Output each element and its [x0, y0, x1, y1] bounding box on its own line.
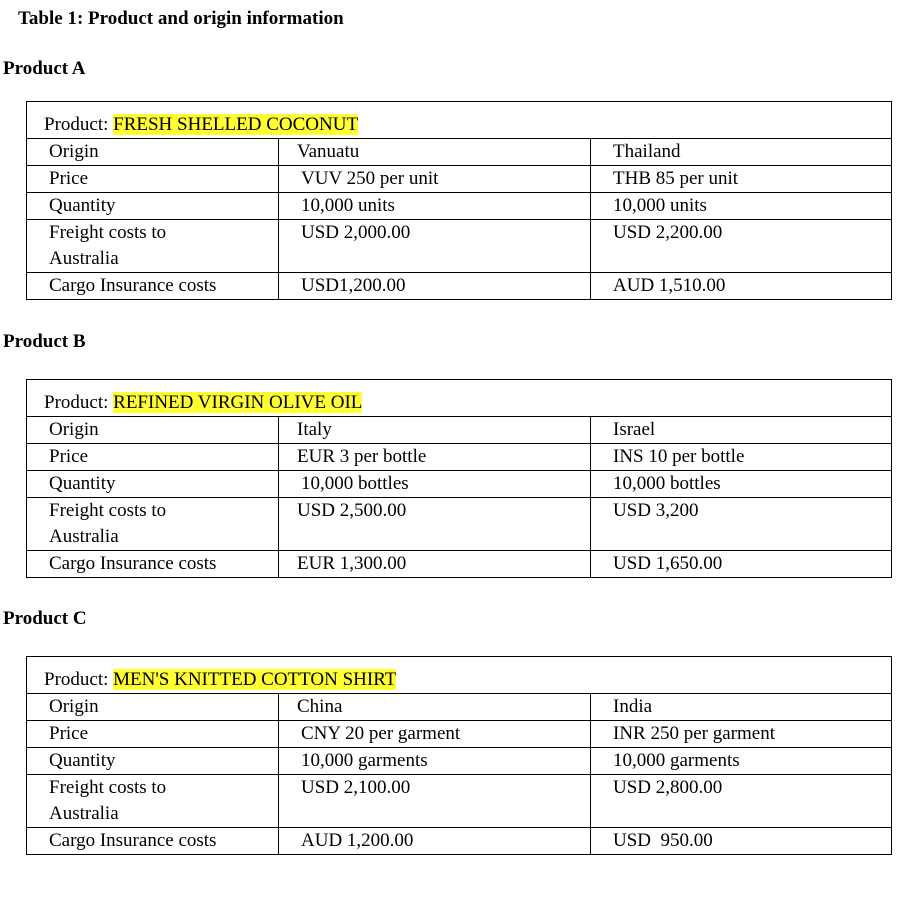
row-label: Quantity [27, 748, 279, 775]
row-label: Price [27, 444, 279, 471]
origin1-value: VUV 250 per unit [279, 166, 591, 193]
origin1-value: USD 2,000.00 [279, 220, 591, 273]
product-b-name: REFINED VIRGIN OLIVE OIL [113, 392, 363, 413]
origin2-value: USD 2,800.00 [591, 775, 892, 828]
row-label: Cargo Insurance costs [27, 273, 279, 300]
product-c-table [26, 656, 892, 855]
origin2-value: USD 2,200.00 [591, 220, 892, 273]
origin1-value: AUD 1,200.00 [279, 828, 591, 855]
section-heading-product-c: Product C [3, 608, 87, 629]
origin1-value: Italy [279, 417, 591, 444]
table-row-freight [27, 220, 892, 273]
origin1-value: 10,000 garments [279, 748, 591, 775]
table-row-insurance [27, 551, 892, 578]
row-label: Freight costs to Australia [27, 220, 279, 273]
origin1-value: USD1,200.00 [279, 273, 591, 300]
row-label: Quantity [27, 193, 279, 220]
origin2-value: Thailand [591, 139, 892, 166]
product-label: Product: [44, 392, 109, 413]
table-row-quantity [27, 471, 892, 498]
product-a-title-row [27, 102, 892, 139]
product-b-table [26, 379, 892, 578]
product-c-name: MEN'S KNITTED COTTON SHIRT [113, 669, 397, 690]
table-row-insurance [27, 273, 892, 300]
table-row-price [27, 721, 892, 748]
origin1-value: EUR 3 per bottle [279, 444, 591, 471]
product-label: Product: [44, 669, 109, 690]
document-title: Table 1: Product and origin information [18, 8, 344, 29]
table-row-origin [27, 417, 892, 444]
product-a-title-cell [27, 102, 892, 139]
row-label: Cargo Insurance costs [27, 551, 279, 578]
table-row-origin [27, 694, 892, 721]
product-a-name: FRESH SHELLED COCONUT [113, 114, 359, 135]
table-row-price [27, 166, 892, 193]
origin1-value: 10,000 bottles [279, 471, 591, 498]
origin2-value: USD 3,200 [591, 498, 892, 551]
table-row-freight [27, 775, 892, 828]
origin2-value: AUD 1,510.00 [591, 273, 892, 300]
origin2-value: USD 1,650.00 [591, 551, 892, 578]
product-a-table [26, 101, 892, 300]
origin1-value: CNY 20 per garment [279, 721, 591, 748]
section-heading-product-b: Product B [3, 331, 86, 352]
origin2-value: USD 950.00 [591, 828, 892, 855]
row-label: Freight costs to Australia [27, 775, 279, 828]
origin2-value: INR 250 per garment [591, 721, 892, 748]
origin2-value: Israel [591, 417, 892, 444]
table-row-quantity [27, 193, 892, 220]
origin1-value: USD 2,100.00 [279, 775, 591, 828]
table-row-origin [27, 139, 892, 166]
row-label: Price [27, 166, 279, 193]
table-row-quantity [27, 748, 892, 775]
origin1-value: China [279, 694, 591, 721]
row-label: Origin [27, 417, 279, 444]
origin2-value: THB 85 per unit [591, 166, 892, 193]
origin2-value: 10,000 units [591, 193, 892, 220]
row-label: Price [27, 721, 279, 748]
product-label: Product: [44, 114, 109, 135]
origin1-value: EUR 1,300.00 [279, 551, 591, 578]
origin2-value: 10,000 garments [591, 748, 892, 775]
row-label: Cargo Insurance costs [27, 828, 279, 855]
origin1-value: Vanuatu [279, 139, 591, 166]
section-heading-product-a: Product A [3, 58, 86, 79]
origin2-value: INS 10 per bottle [591, 444, 892, 471]
origin2-value: 10,000 bottles [591, 471, 892, 498]
origin1-value: USD 2,500.00 [279, 498, 591, 551]
product-b-title-cell [27, 380, 892, 417]
origin1-value: 10,000 units [279, 193, 591, 220]
table-row-freight [27, 498, 892, 551]
row-label: Origin [27, 139, 279, 166]
row-label: Origin [27, 694, 279, 721]
product-b-title-row [27, 380, 892, 417]
product-c-title-cell [27, 657, 892, 694]
row-label: Quantity [27, 471, 279, 498]
origin2-value: India [591, 694, 892, 721]
product-c-title-row [27, 657, 892, 694]
row-label: Freight costs to Australia [27, 498, 279, 551]
table-row-price [27, 444, 892, 471]
table-row-insurance [27, 828, 892, 855]
